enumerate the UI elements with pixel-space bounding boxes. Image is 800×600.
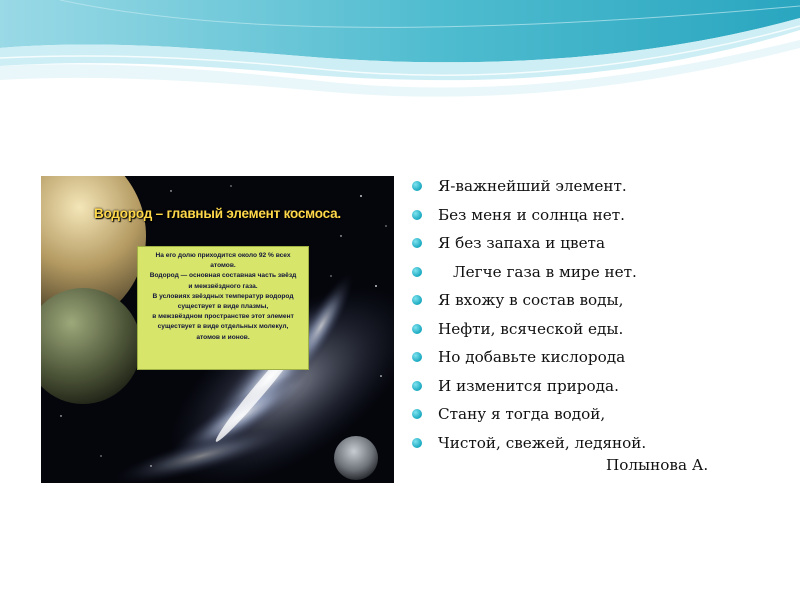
info-line: атомов. — [210, 262, 236, 270]
info-line: и межзвёздного газа. — [188, 282, 258, 290]
poem-line: Чистой, свежей, ледяной. — [412, 430, 782, 459]
info-line: существует в виде отдельных молекул, — [157, 323, 289, 331]
bullet-icon — [412, 181, 422, 191]
poem-list — [412, 173, 782, 458]
info-line: атомов и ионов. — [196, 333, 250, 341]
bullet-icon — [412, 352, 422, 362]
space-illustration — [41, 176, 394, 483]
bullet-icon — [412, 238, 422, 248]
poem-line: Легче газа в мире нет. — [412, 259, 782, 288]
poem-line: Я-важнейший элемент. — [412, 173, 782, 202]
image-title: Водород – главный элемент космоса. — [94, 206, 341, 221]
info-line: в межзвёздном пространстве этот элемент — [152, 313, 294, 321]
bullet-icon — [412, 267, 422, 277]
poem-line: Но добавьте кислорода — [412, 344, 782, 373]
header-wave-decoration — [0, 0, 800, 110]
info-line: На его долю приходится около 92 % всех — [155, 252, 291, 259]
poem-line: Я вхожу в состав воды, — [412, 287, 782, 316]
bullet-icon — [412, 295, 422, 305]
info-line: существует в виде плазмы, — [177, 303, 269, 311]
info-line: Водород — основная составная часть звёзд — [149, 272, 297, 280]
poem-line: Стану я тогда водой, — [412, 401, 782, 430]
bullet-icon — [412, 210, 422, 220]
bullet-icon — [412, 438, 422, 448]
info-line: В условиях звёздных температур водород — [152, 292, 294, 300]
bullet-icon — [412, 381, 422, 391]
poem-line: И изменится природа. — [412, 373, 782, 402]
hydrogen-info-box — [137, 246, 309, 370]
bullet-icon — [412, 409, 422, 419]
poem-line: Без меня и солнца нет. — [412, 202, 782, 231]
author-name: Полынова А. — [606, 456, 709, 474]
poem-line: Нефти, всяческой еды. — [412, 316, 782, 345]
poem-line: Я без запаха и цвета — [412, 230, 782, 259]
bullet-icon — [412, 324, 422, 334]
